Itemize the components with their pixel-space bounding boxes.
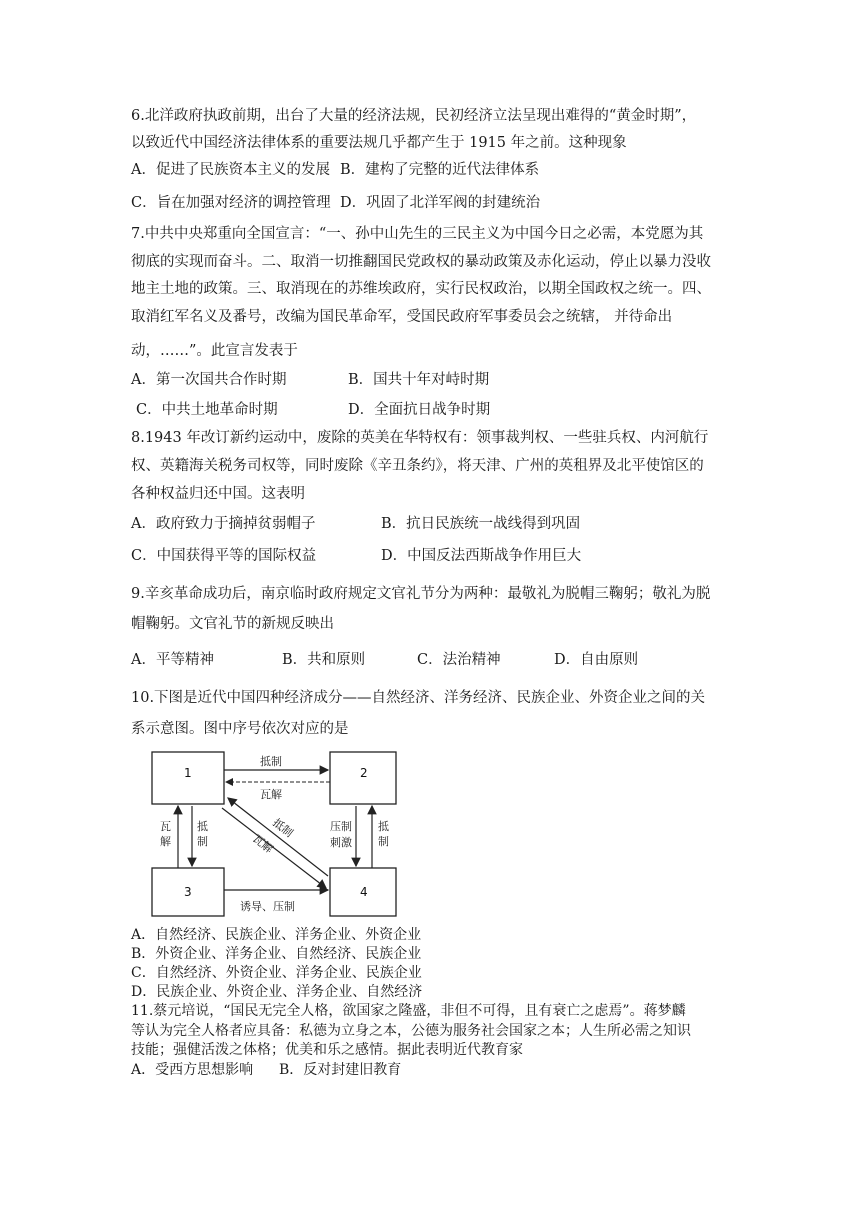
q10-option-b: B．外资企业、洋务企业、自然经济、民族企业: [131, 946, 422, 962]
q8-stem-line-2: 权、英籍海关税务司权等，同时废除《辛丑条约》，将天津、广州的英租界及北平使馆区的: [131, 458, 704, 474]
q6-option-d: D．巩固了北洋军阀的封建统治: [340, 195, 541, 211]
q8-stem-line-1: 8.1943 年改订新约运动中，废除的英美在华特权有：领事裁判权、一些驻兵权、内河航行: [131, 430, 709, 446]
arrow-top-label-2: 瓦解: [260, 788, 282, 801]
q7-stem-line-4: 取消红军名义及番号，改编为国民革命军，受国民政府军事委员会之统辖， 并待命出: [131, 309, 673, 325]
arrow-top-label: 抵制: [260, 755, 282, 768]
box-4-label: 4: [360, 885, 368, 899]
box-3-label: 3: [184, 885, 192, 899]
q11-stem-line-1: 11.蔡元培说，“国民无完全人格，欲国家之隆盛，非但不可得，且有衰亡之虑焉”。蒋梦麟: [131, 1003, 686, 1019]
left-label-b: 解: [160, 835, 171, 848]
right-label-d: 制: [378, 835, 389, 848]
q9-option-c: C．法治精神: [417, 652, 501, 668]
diagonal-label-a: 抵制: [270, 816, 296, 840]
q10-option-a: A．自然经济、民族企业、洋务企业、外资企业: [131, 927, 422, 943]
q9-stem-line-1: 9.辛亥革命成功后，南京临时政府规定文官礼节分为两种：最敬礼为脱帽三鞠躬；敬礼为脱: [131, 586, 711, 602]
right-label-c: 抵: [378, 820, 389, 833]
q10-option-c: C．自然经济、外资企业、洋务企业、民族企业: [131, 965, 422, 981]
left-label-d: 制: [197, 835, 208, 848]
q6-option-a: A．促进了民族资本主义的发展: [131, 162, 330, 178]
q7-option-c: C．中共土地革命时期: [136, 402, 278, 418]
q9-option-b: B．共和原则: [282, 652, 366, 668]
q11-option-b: B．反对封建旧教育: [279, 1062, 402, 1078]
q8-option-a: A．政府致力于摘掉贫弱帽子: [131, 516, 316, 532]
q7-stem-line-3: 地主土地的政策。三、取消现在的苏维埃政府，实行民权政治，以期全国政权之统一。四、: [131, 281, 711, 297]
q7-stem-line-2: 彻底的实现而奋斗。二、取消一切推翻国民党政权的暴动政策及赤化运动，停止以暴力没收: [131, 254, 711, 270]
q8-option-b: B．抗日民族统一战线得到巩固: [381, 516, 581, 532]
q10-stem-line-1: 10.下图是近代中国四种经济成分——自然经济、洋务经济、民族企业、外资企业之间的关: [131, 690, 706, 706]
q8-stem-line-3: 各种权益归还中国。这表明: [131, 486, 305, 502]
q9-option-d: D．自由原则: [554, 652, 639, 668]
right-label-b: 刺激: [330, 836, 352, 849]
box-1-label: 1: [184, 766, 192, 780]
q6-option-c: C．旨在加强对经济的调控管理: [131, 195, 331, 211]
q10-stem-line-2: 系示意图。图中序号依次对应的是: [131, 721, 349, 737]
box-2-label: 2: [360, 766, 368, 780]
economy-relation-diagram: [148, 748, 424, 920]
q6-stem-line-1: 6.北洋政府执政前期，出台了大量的经济法规，民初经济立法呈现出难得的“黄金时期”，: [131, 108, 697, 124]
q7-stem-line-5: 动，……”。此宣言发表于: [131, 343, 298, 359]
q6-stem-line-2: 以致近代中国经济法律体系的重要法规几乎都产生于 1915 年之前。这种现象: [131, 135, 627, 151]
right-label-a: 压制: [330, 820, 352, 833]
q7-option-d: D．全面抗日战争时期: [348, 402, 491, 418]
left-label-c: 抵: [197, 820, 208, 833]
bottom-label: 诱导、压制: [240, 900, 295, 913]
q11-stem-line-2: 等认为完全人格者应具备：私德为立身之本，公德为服务社会国家之本；人生所必需之知识: [131, 1023, 691, 1039]
q8-option-d: D．中国反法西斯战争作用巨大: [381, 548, 582, 564]
q9-stem-line-2: 帽鞠躬。文官礼节的新规反映出: [131, 616, 334, 632]
q8-option-c: C．中国获得平等的国际权益: [131, 548, 317, 564]
q10-option-d: D．民族企业、外资企业、洋务企业、自然经济: [131, 984, 423, 1000]
q9-option-a: A．平等精神: [131, 652, 214, 668]
left-label-a: 瓦: [160, 820, 171, 833]
arrow-4-to-1: [228, 798, 328, 876]
q11-stem-line-3: 技能；强健活泼之体格；优美和乐之感情。据此表明近代教育家: [131, 1042, 523, 1058]
diagonal-label-b: 瓦解: [250, 832, 276, 856]
q7-option-a: A．第一次国共合作时期: [131, 372, 287, 388]
q7-stem-line-1: 7.中共中央郑重向全国宣言：“一、孙中山先生的三民主义为中国今日之必需，本党愿为其: [131, 226, 704, 242]
q11-option-a: A．受西方思想影响: [131, 1062, 254, 1078]
q7-option-b: B．国共十年对峙时期: [348, 372, 490, 388]
q6-option-b: B．建构了完整的近代法律体系: [340, 162, 540, 178]
